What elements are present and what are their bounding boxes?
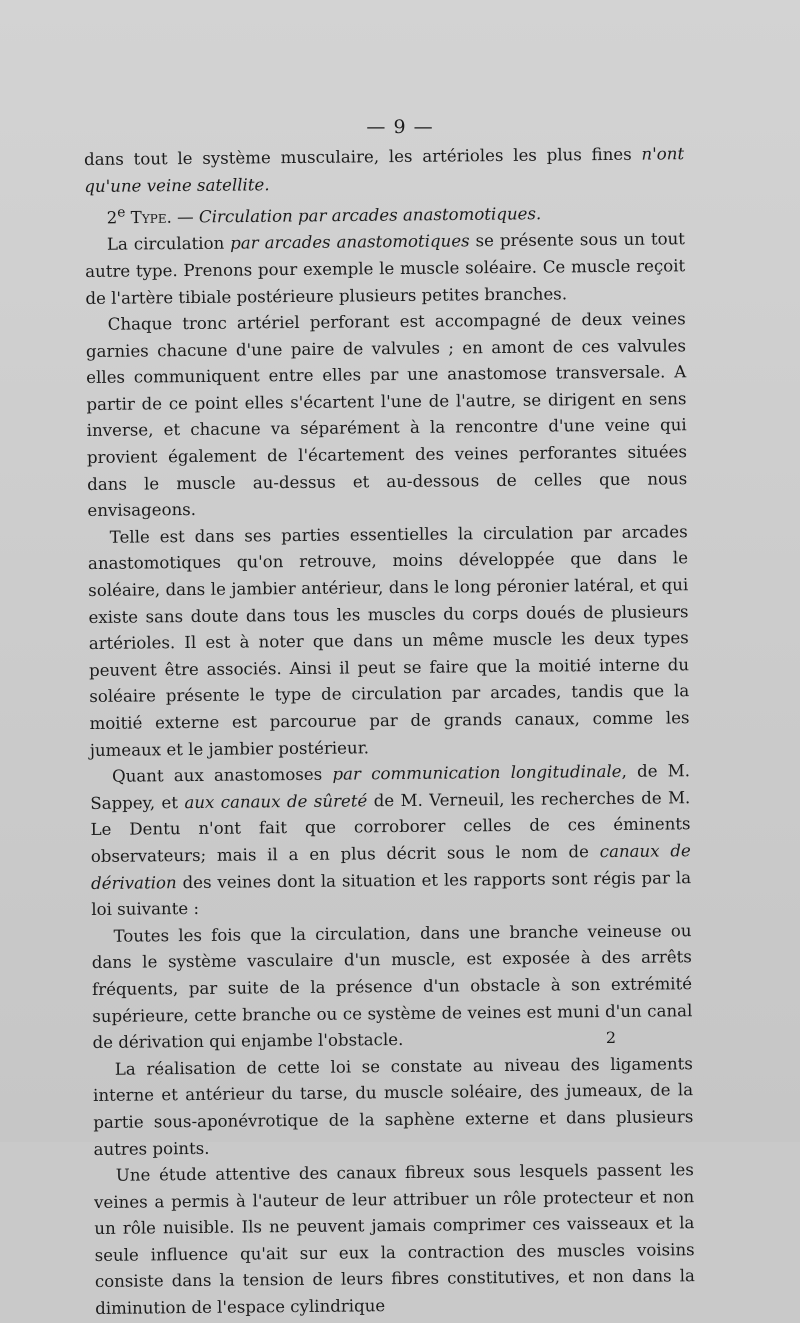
text-run: Type xyxy=(130,207,167,228)
italic-run: canaux de dérivation xyxy=(90,841,691,893)
text-run: , de M. Sappey, et xyxy=(90,761,691,813)
italic-run: aux canaux de sûreté xyxy=(184,791,368,812)
text-run: Quant aux anastomoses xyxy=(111,764,333,786)
italic-run: Circulation par arcades anastomotiques. xyxy=(198,204,542,227)
text-run: de M. Verneuil, les recherches de M. Le Dentu n'ont fait que corroborer celles de ces éminents observateurs; mais il a en plus décrit sous le nom de xyxy=(90,787,691,866)
text-run: Chaque tronc artériel perforant est accompagné de deux veines garnies chacune d'une paire de valvules ; en amont de ces valvules elles communiquent entre elles par une anastomose transversale. A partir de ce point elles s'écartent l'une de l'autre, se dirigent en sens inverse, et chacune va séparément à la rencontre d'une veine qui provient également de l'écartement des veines perforantes situées dans le muscle au-dessus et au-dessous de celles que nous envisageons. xyxy=(85,309,688,521)
text-run: se présente sous un tout autre type. Prenons pour exemple le muscle soléaire. Ce muscle reçoit de l'artère tibiale postérieure plusieurs petites branches. xyxy=(85,229,686,308)
paragraph xyxy=(90,758,692,923)
paragraph xyxy=(88,519,690,764)
paragraph xyxy=(86,306,688,524)
paragraph xyxy=(94,1157,696,1322)
paragraph xyxy=(85,227,686,313)
text-run: Telle est dans ses parties essentielles la circulation par arcades anastomotiques qu'on retrouve, moins développée que dans le soléaire, dans le jambier antérieur, dans le long péronier latéral, et qui existe sans doute dans tous les muscles du corps doués de plusieurs artérioles. Il est à noter que dans un même muscle les deux types peuvent être associés. Ainsi il peut se faire que la moitié interne du soléaire présente le type de circulation par arcades, tandis que la moitié externe est parcourue par de grands canaux, comme les jumeaux et le jambier postérieur. xyxy=(87,522,690,760)
text-run: e xyxy=(117,204,126,221)
paragraph xyxy=(84,141,684,200)
signature-mark: 2 xyxy=(605,1028,616,1047)
text-run: Toutes les fois que la circulation, dans une branche veineuse ou dans le système vasculaire d'un muscle, est exposée à des arrêts fréquents, par suite de la présence d'un obstacle à son extrémité supérieure, cette branche ou ce système de veines est muni d'un canal de dérivation qui enjambe l'obstacle. xyxy=(91,920,693,1053)
text-run: . — xyxy=(166,207,200,227)
text-run: La réalisation de cette loi se constate au niveau des ligaments interne et antérieur du tarse, du muscle soléaire, des jumeaux, de la partie sous-aponévrotique de la saphène externe et dans plusieurs autres points. xyxy=(93,1053,694,1159)
text-run: 2 xyxy=(106,208,118,228)
body-text xyxy=(84,141,695,1322)
page-number: — 9 — xyxy=(366,116,434,138)
paragraph xyxy=(91,918,692,1057)
italic-run: n'ont qu'une veine satellite. xyxy=(84,144,685,196)
text-run: dans tout le système musculaire, les artérioles les plus fines xyxy=(84,144,642,169)
italic-run: par arcades anastomotiques xyxy=(230,231,470,253)
text-run: La circulation xyxy=(106,233,231,255)
italic-run: par communication longitudinale xyxy=(332,762,622,784)
text-run: des veines dont la situation et les rapports sont régis par la loi suivante : xyxy=(91,867,692,920)
text-run: Une étude attentive des canaux fibreux sous lesquels passent les veines a permis à l'auteur de leur attribuer un rôle protecteur et non un rôle nuisible. Ils ne peuvent jamais comprimer ces vaisseaux et la seule influence qu'ait sur eux la contraction des muscles voisins consiste dans la tension de leurs fibres constitutives, et non dans la diminution de l'espace cylindrique xyxy=(94,1160,695,1319)
paragraph xyxy=(93,1051,694,1163)
